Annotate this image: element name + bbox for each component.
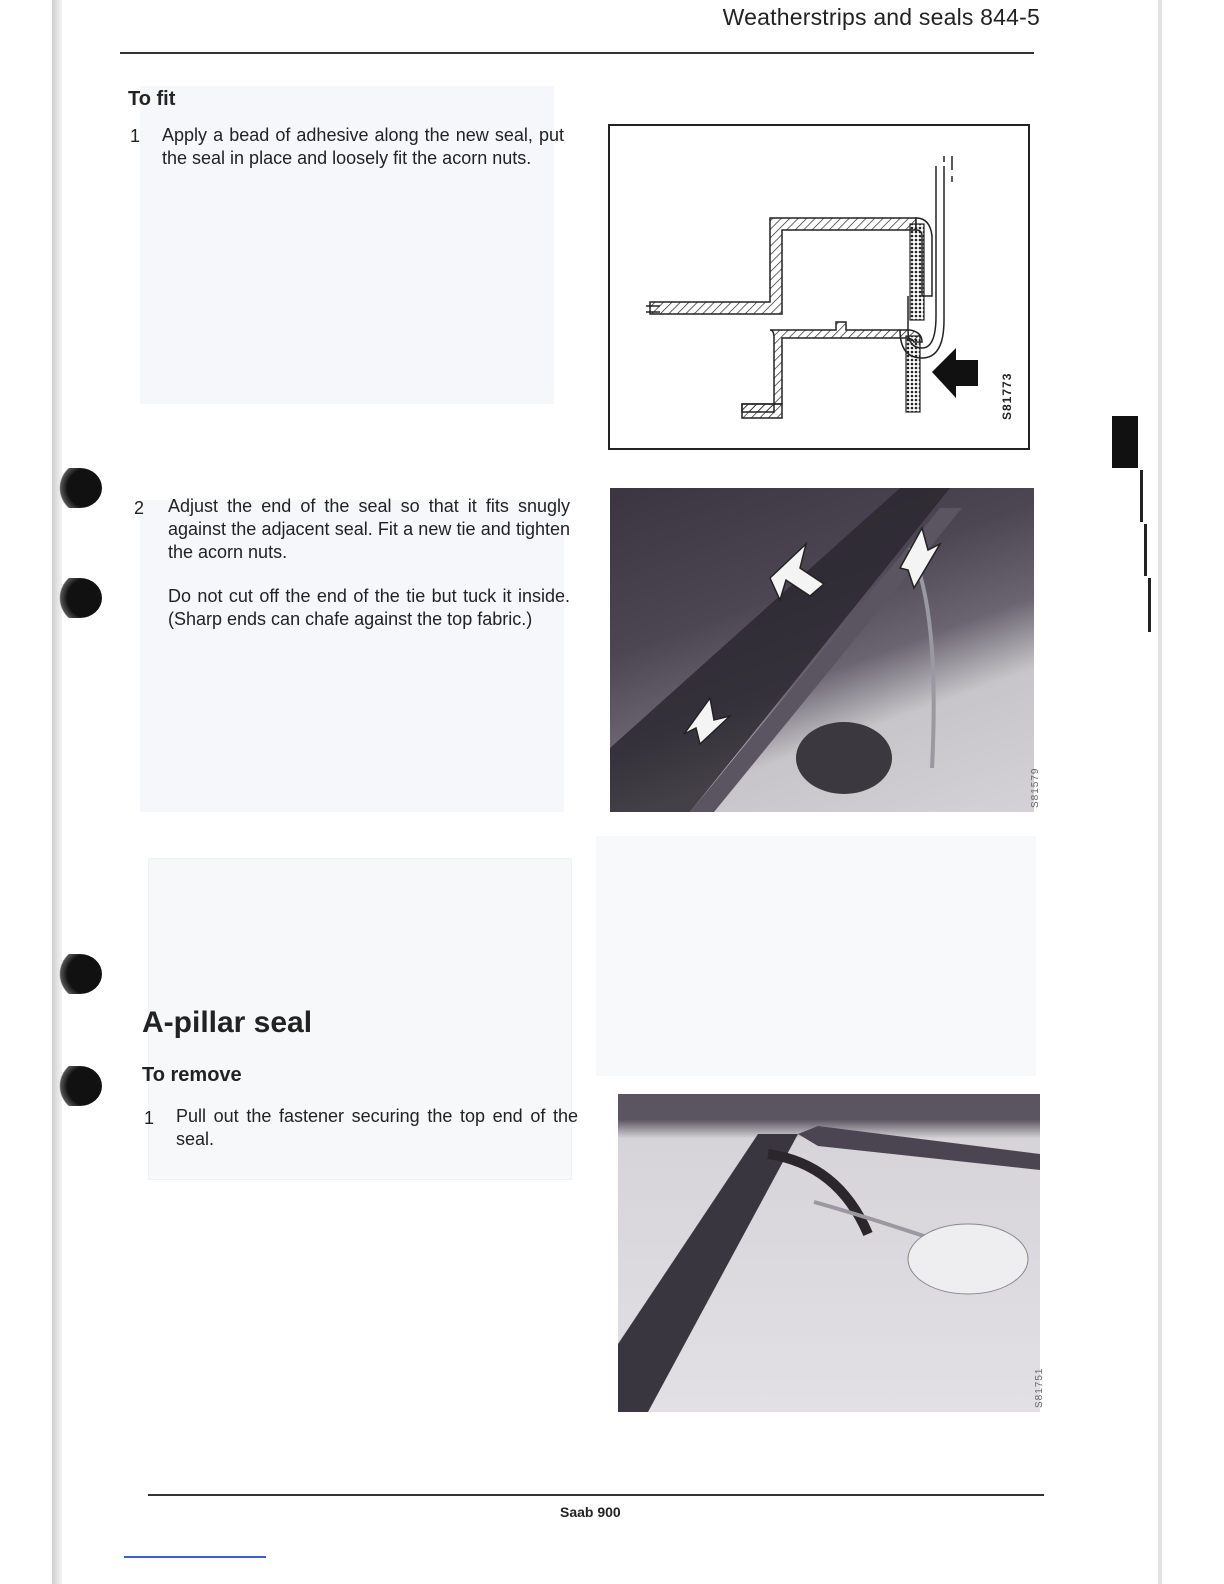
page-title: Weatherstrips and seals 844-5 xyxy=(722,4,1040,30)
right-margin xyxy=(1162,0,1224,1584)
arrow-left-icon xyxy=(932,348,978,398)
punch-hole-icon xyxy=(58,578,102,618)
binder-shadow xyxy=(52,0,62,1584)
punch-hole-icon xyxy=(58,1066,102,1106)
bottom-link-underline xyxy=(124,1556,266,1558)
step-number: 2 xyxy=(134,498,145,518)
figure-code: S81773 xyxy=(1000,372,1014,420)
photo-a-pillar xyxy=(618,1094,1040,1412)
tab-line xyxy=(1140,470,1143,522)
step-text: Adjust the end of the seal so that it fits snugly against the adjacent seal. Fit a new tie and tighten the acorn nuts. xyxy=(168,496,570,562)
note-text: Do not cut off the end of the tie but tuck it inside. (Sharp ends can chafe against the top fabric.) xyxy=(168,586,570,629)
figure-line-drawing xyxy=(608,124,1030,450)
section-tab-marker xyxy=(1112,416,1138,468)
step-text: Apply a bead of adhesive along the new seal, put the seal in place and loosely fit the acorn nuts. xyxy=(162,125,564,168)
seal-cross-section-diagram xyxy=(610,126,1028,448)
section-title: A-pillar seal xyxy=(142,1006,313,1039)
footer-rule xyxy=(148,1494,1044,1496)
figure-code: S81751 xyxy=(1034,1367,1045,1408)
step-text: Pull out the fastener securing the top end of the seal. xyxy=(176,1106,578,1149)
header-rule xyxy=(120,52,1034,54)
section-heading: To fit xyxy=(128,88,176,110)
binder-edge xyxy=(0,0,52,1584)
punch-hole-icon xyxy=(58,954,102,994)
punch-hole-icon xyxy=(58,468,102,508)
photo-seal-end xyxy=(610,488,1034,812)
subsection-heading: To remove xyxy=(142,1064,242,1086)
tab-line xyxy=(1144,524,1147,576)
footer-text: Saab 900 xyxy=(560,1504,621,1520)
step-number: 1 xyxy=(130,126,141,146)
show-through-ghost xyxy=(596,836,1036,1076)
step-number: 1 xyxy=(144,1108,155,1128)
figure-code: S81579 xyxy=(1030,767,1041,808)
tab-line xyxy=(1148,578,1151,632)
